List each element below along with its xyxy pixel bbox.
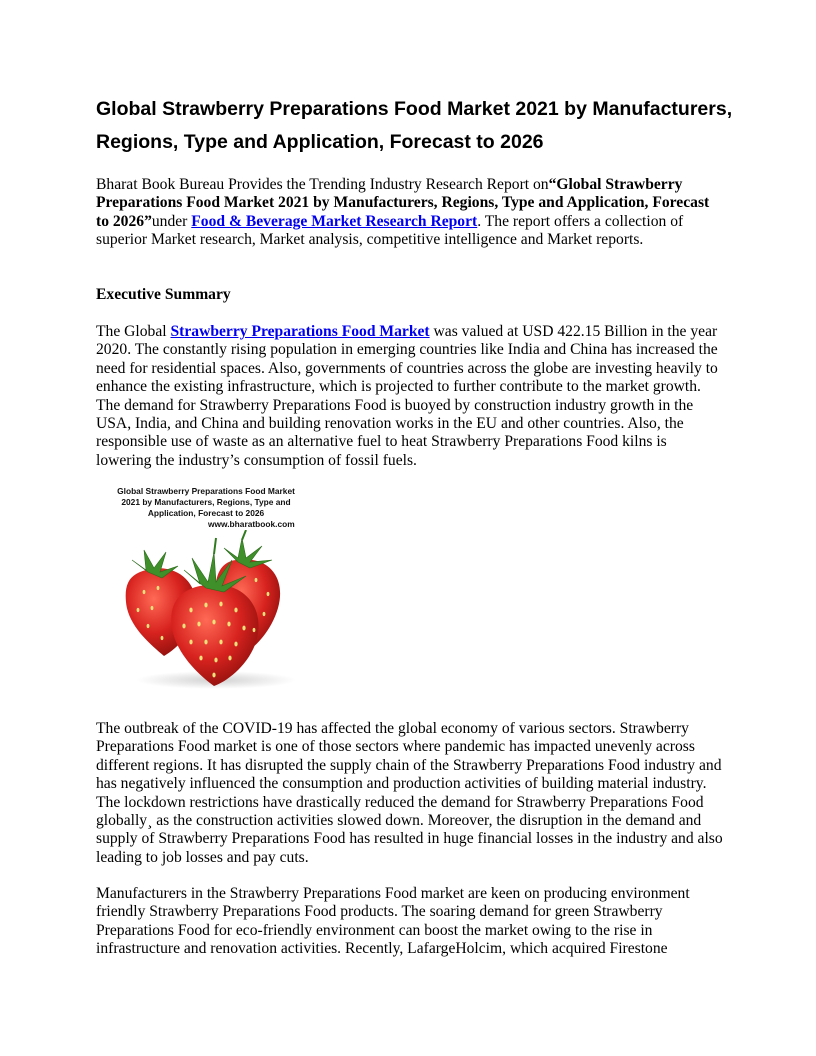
strawberry-market-link[interactable]: Strawberry Preparations Food Market <box>170 323 430 340</box>
figure-caption-line-1: Global Strawberry Preparations Food Market <box>117 486 295 496</box>
executive-summary-heading: Executive Summary <box>96 286 231 303</box>
figure-caption <box>96 486 316 519</box>
strawberries-illustration-icon <box>96 530 316 690</box>
document-title <box>96 93 736 159</box>
figure-url: www.bharatbook.com <box>208 519 295 529</box>
report-cover-image <box>96 480 316 690</box>
figure-caption-line-2: 2021 by Manufacturers, Regions, Type and <box>121 497 291 507</box>
summary-text-pre: The Global <box>96 323 171 340</box>
intro-paragraph <box>96 176 724 250</box>
summary-text-post: was valued at USD 422.15 Billion in the year 2020. The constantly rising population in emerging countries like India and China has increased the need for residential spaces. Also, governments of countries across the globe are investing heavily to enhance the existing infrastructure, which is projected to further contribute to the market growth. The demand for Strawberry Preparations Food is buoyed by construction industry growth in the USA, India, and China and building renovation works in the EU and other countries. Also, the responsible use of waste as an alternative fuel to heat Strawberry Preparations Food kilns is lowering the industry’s consumption of fossil fuels. <box>96 323 718 469</box>
summary-paragraph <box>96 323 724 470</box>
title-line-1: Global Strawberry Preparations Food Market 2021 by Manufacturers, <box>96 98 733 120</box>
figure-caption-line-3: Application, Forecast to 2026 <box>147 508 265 518</box>
covid-paragraph: The outbreak of the COVID-19 has affected the global economy of various sectors. Strawberry Preparations Food market is one of those sectors where pandemic has impacted unevenly across different regions. It has disrupted the supply chain of the Strawberry Preparations Food industry and has negatively influenced the consumption and production activities of building material industry. The lockdown restrictions have drastically reduced the demand for Strawberry Preparations Food globally¸ as the construction activities slowed down. Moreover, the disruption in the demand and supply of Strawberry Preparations Food has resulted in huge financial losses in the industry and also leading to job losses and pay cuts. <box>96 720 723 866</box>
intro-report-name: “Global Strawberry Preparations Food Market 2021 by Manufacturers, Regions, Type and Application, Forecast to 2026” <box>96 176 710 230</box>
manufacturers-paragraph: Manufacturers in the Strawberry Preparations Food market are keen on producing environment friendly Strawberry Preparations Food products. The soaring demand for green Strawberry Preparations Food for eco-friendly environment can boost the market owing to the rise in infrastructure and renovation activities. Recently, LafargeHolcim, which acquired Firestone <box>96 885 690 958</box>
food-beverage-report-link[interactable]: Food & Beverage Market Research Report <box>191 212 478 230</box>
title-line-2: Regions, Type and Application, Forecast to 2026 <box>96 131 544 153</box>
intro-text-mid: under <box>151 212 192 230</box>
intro-text-pre: Bharat Book Bureau Provides the Trending Industry Research Report on <box>96 176 549 193</box>
intro-text-post: . The report offers a collection of superior Market research, Market analysis, competitive intelligence and Market reports. <box>96 212 684 249</box>
